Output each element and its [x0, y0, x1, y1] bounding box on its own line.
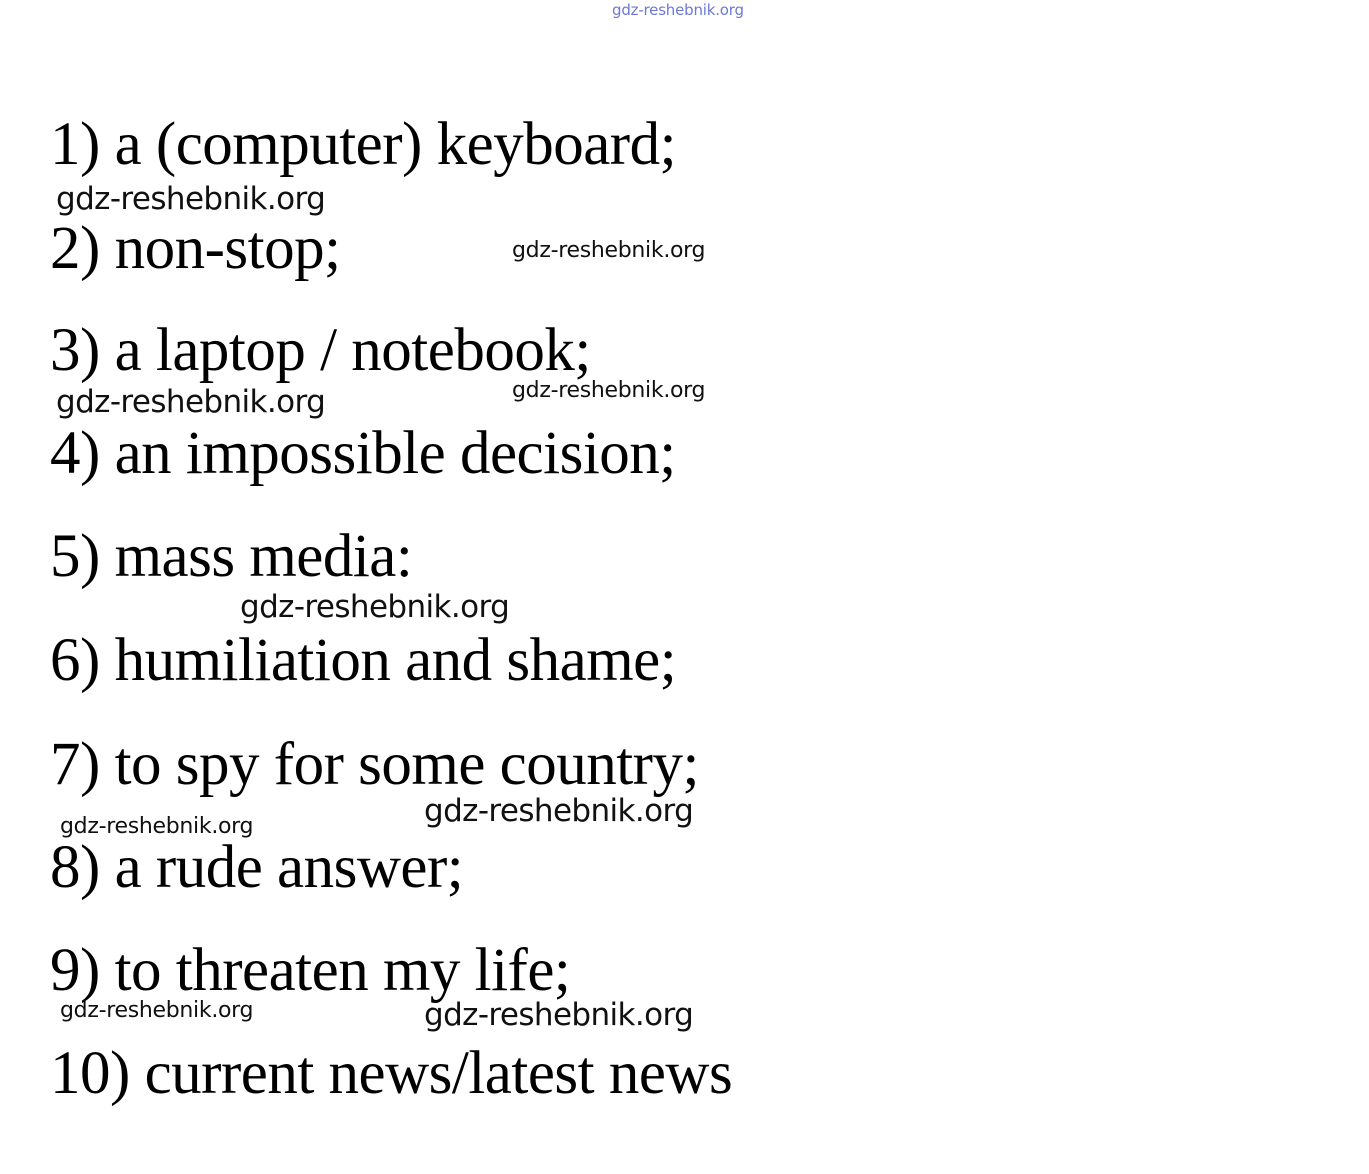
watermark: gdz-reshebnik.org — [60, 998, 254, 1023]
answer-6: 6) humiliation and shame; — [50, 627, 677, 694]
answer-2: 2) non-stop; — [50, 215, 341, 282]
watermark: gdz-reshebnik.org — [424, 793, 694, 829]
watermark: gdz-reshebnik.org — [512, 378, 706, 403]
watermark: gdz-reshebnik.org — [56, 181, 326, 217]
answer-5: 5) mass media: — [50, 523, 413, 590]
answer-9: 9) to threaten my life; — [50, 937, 571, 1004]
watermark: gdz-reshebnik.org — [424, 997, 694, 1033]
answer-4: 4) an impossible decision; — [50, 420, 676, 487]
watermark: gdz-reshebnik.org — [240, 589, 510, 625]
answer-10: 10) current news/latest news — [50, 1040, 733, 1107]
watermark: gdz-reshebnik.org — [512, 238, 706, 263]
top-watermark: gdz-reshebnik.org — [612, 1, 744, 19]
answer-3: 3) a laptop / notebook; — [50, 317, 591, 384]
answer-7: 7) to spy for some country; — [50, 731, 699, 798]
watermark: gdz-reshebnik.org — [60, 814, 254, 839]
watermark: gdz-reshebnik.org — [56, 384, 326, 420]
answer-1: 1) a (computer) keyboard; — [50, 111, 677, 178]
answer-8: 8) a rude answer; — [50, 834, 464, 901]
